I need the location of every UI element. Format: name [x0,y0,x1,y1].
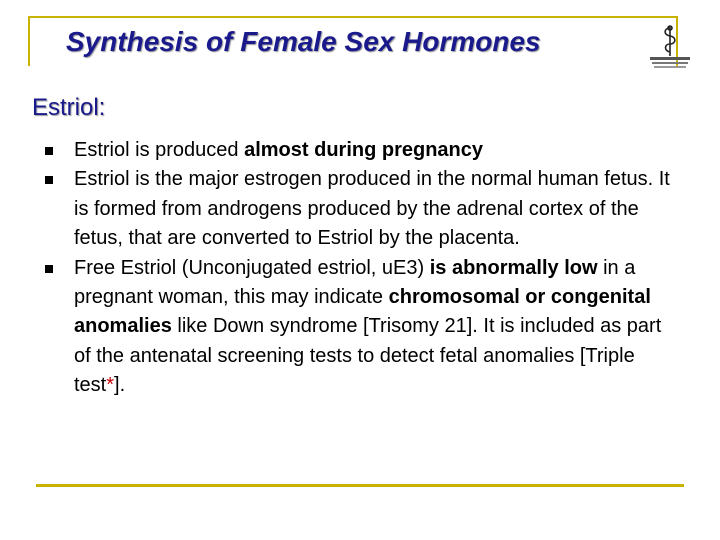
medical-emblem-icon [644,24,696,70]
bullet-item [42,165,682,253]
bullet-text-bold: chromosomal or congenital anomalies [74,286,651,338]
bullet-text: Free Estriol (Unconjugated estriol, uE3) [74,256,430,279]
section-heading: Estriol: [32,94,106,121]
bullet-text: like Down syndrome [Trisomy 21]. It is included as part of the antenatal screening tests to detect fetal anomalies [Triple test [74,315,662,397]
slide-title: Synthesis of Female Sex Hormones [66,26,541,57]
bullet-text: ]. [114,374,126,397]
square-bullet-icon [45,265,53,273]
bullet-item [42,136,682,165]
bullet-text: Estriol is the major estrogen produced in the normal human fetus. It is formed from androgens produced by the adrenal cortex of the fetus, that are converted to Estriol by the placenta. [74,168,670,250]
square-bullet-icon [45,176,53,184]
bullet-text: Estriol is produced [74,139,245,161]
bullet-list [42,136,682,401]
bullet-text: * [106,374,115,397]
bullet-item [42,254,682,401]
square-bullet-icon [45,147,53,155]
bullet-text-bold: is abnormally low [429,256,598,279]
bullet-text-bold: almost during pregnancy [244,139,484,161]
bullet-text: in a pregnant woman, this may indicate [74,256,636,309]
bottom-divider [36,484,684,487]
